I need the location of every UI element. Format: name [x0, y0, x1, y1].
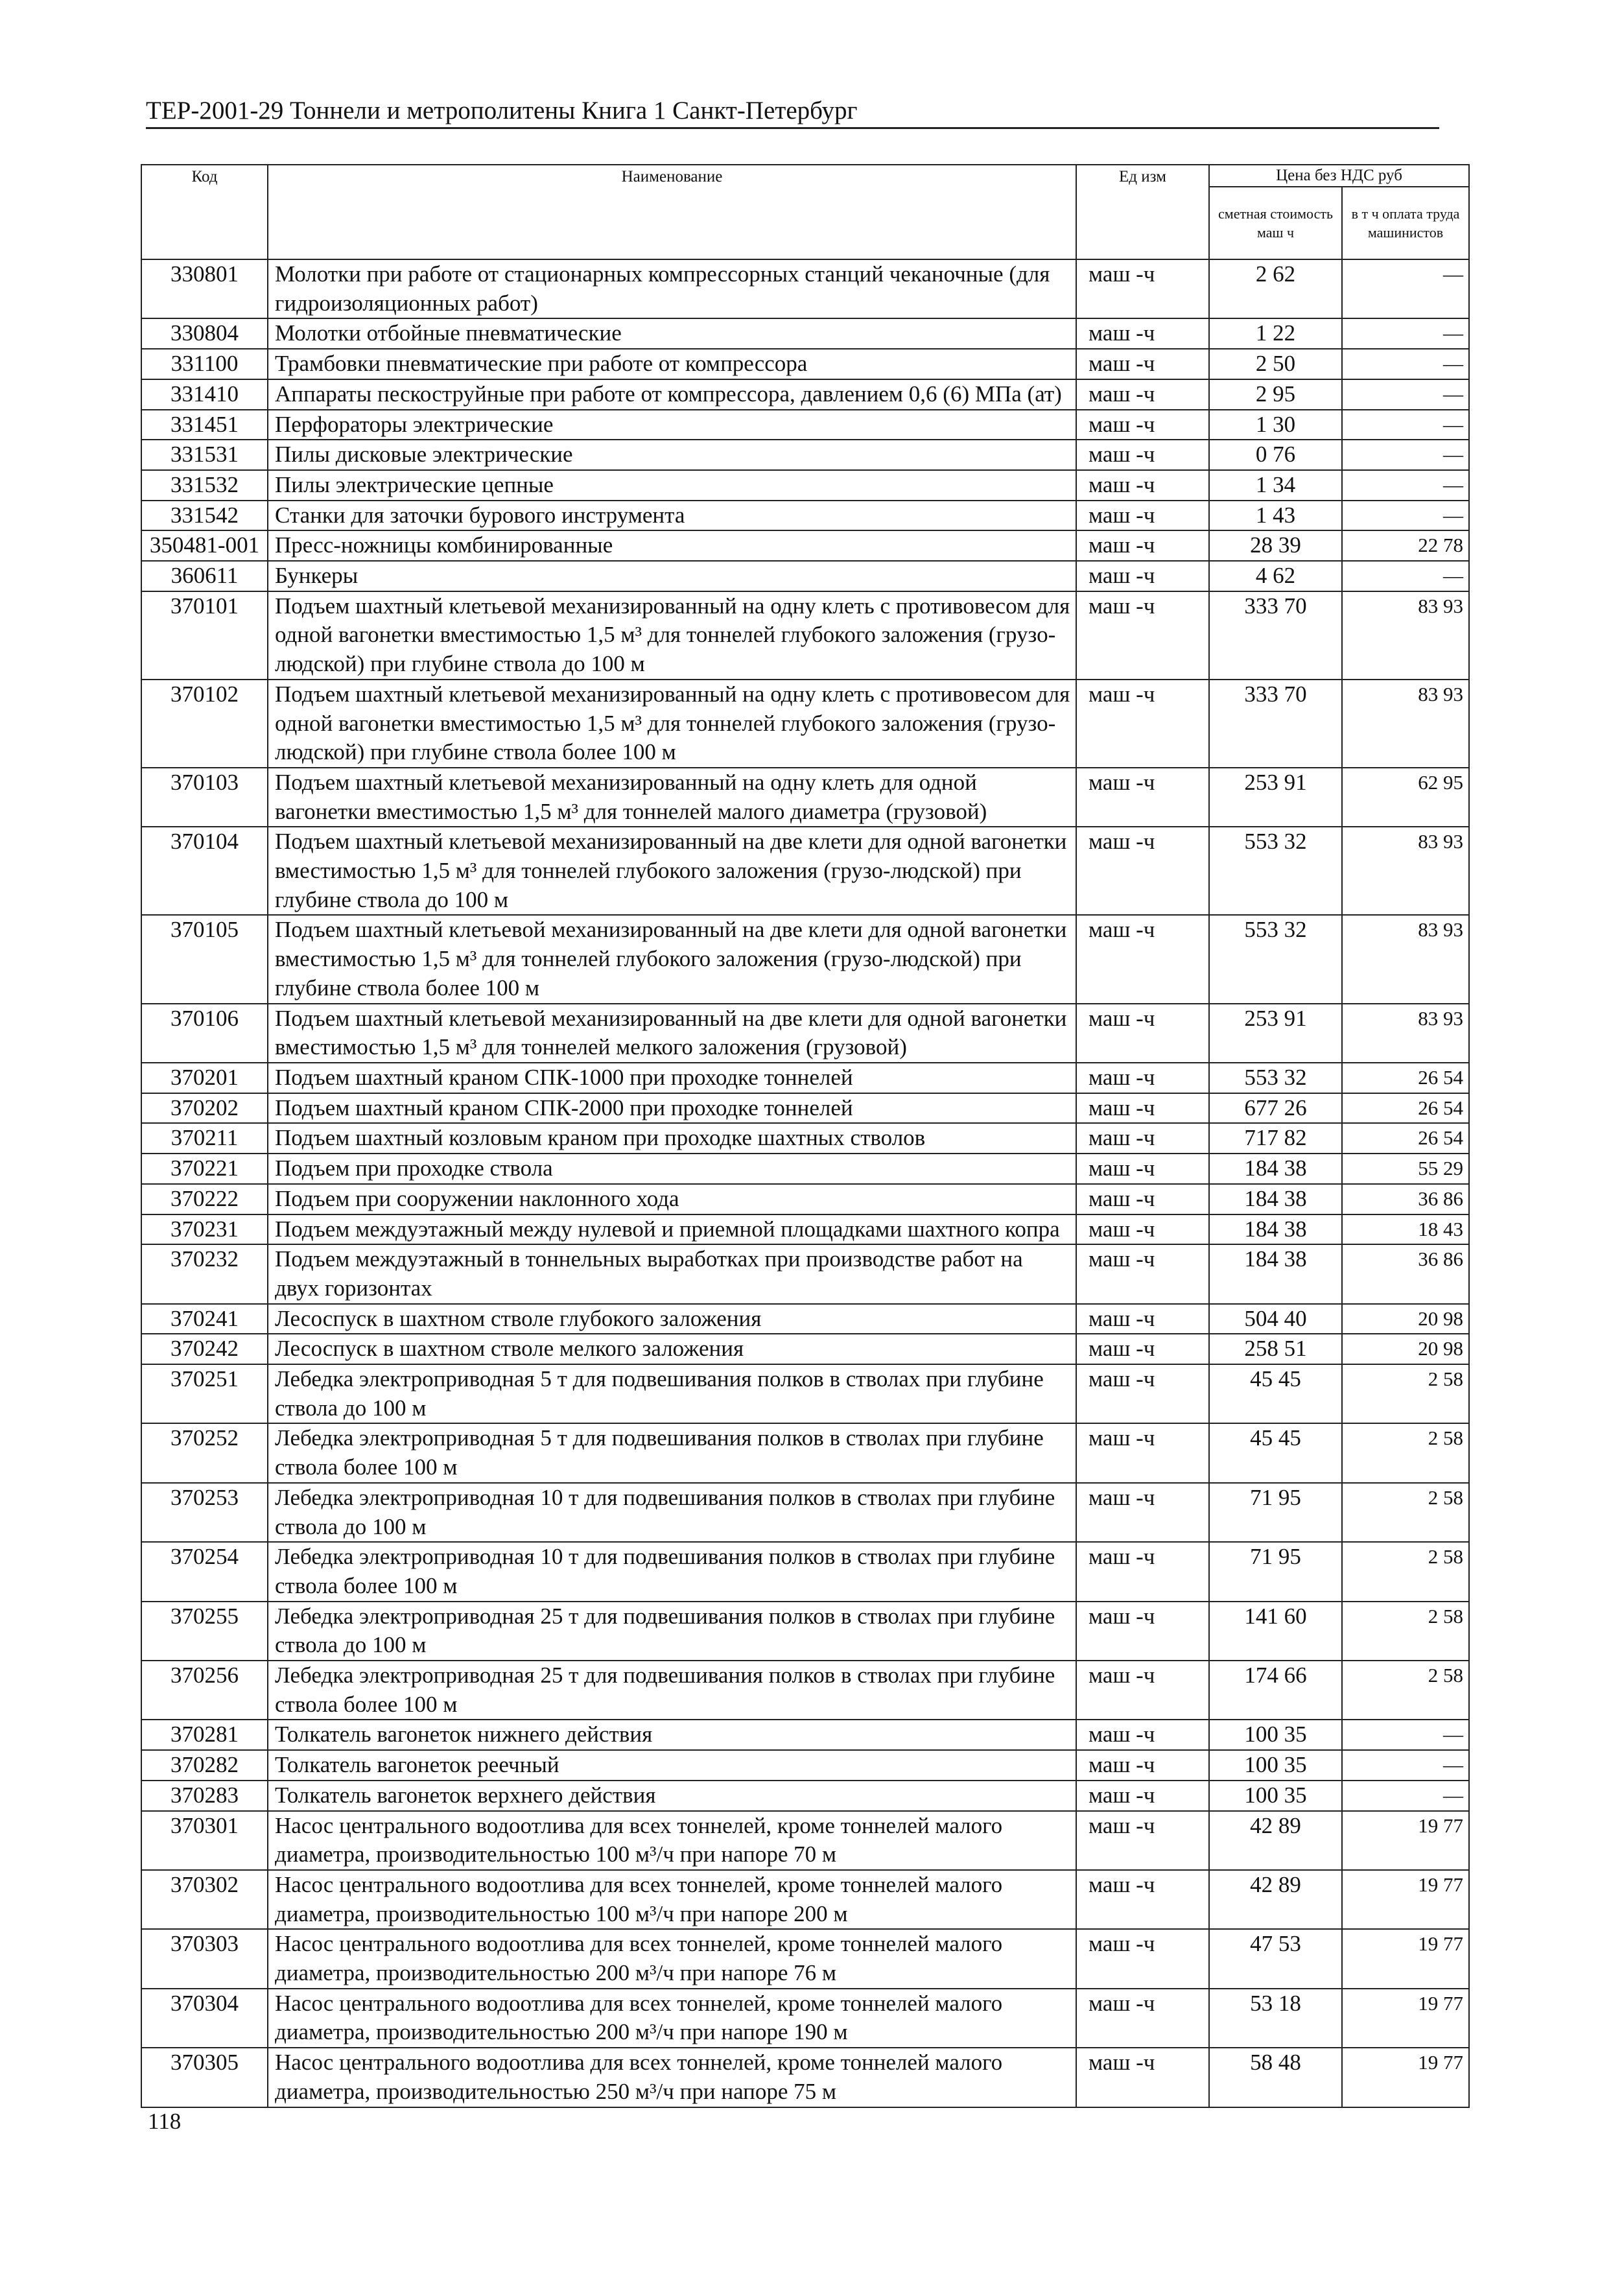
table-row — [141, 827, 1469, 915]
cell-cost: 47 53 — [1209, 1929, 1342, 1988]
cell-wage: 22 78 — [1342, 530, 1469, 561]
cell-wage: 26 54 — [1342, 1123, 1469, 1154]
cell-unit: маш -ч — [1076, 379, 1209, 410]
cell-code: 331532 — [141, 470, 268, 501]
cell-unit: маш -ч — [1076, 1154, 1209, 1184]
table-row — [141, 501, 1469, 531]
cell-name: Подъем шахтный краном СПК-1000 при проходке тоннелей — [268, 1063, 1076, 1093]
cell-wage: — — [1342, 379, 1469, 410]
cell-name: Насос центрального водоотлива для всех тоннелей, кроме тоннелей малого диаметра, производительностью 200 м³/ч при напоре 190 м — [268, 1989, 1076, 2048]
cell-wage: 18 43 — [1342, 1214, 1469, 1245]
cell-name: Пилы электрические цепные — [268, 470, 1076, 501]
cell-unit: маш -ч — [1076, 1184, 1209, 1214]
table-row — [141, 410, 1469, 440]
cell-wage: 83 93 — [1342, 591, 1469, 680]
cell-code: 331531 — [141, 440, 268, 470]
cell-name: Лебедка электроприводная 5 т для подвешивания полков в стволах при глубине ствола более 100 м — [268, 1423, 1076, 1482]
cell-unit: маш -ч — [1076, 1093, 1209, 1124]
cell-wage: 55 29 — [1342, 1154, 1469, 1184]
cell-cost: 42 89 — [1209, 1811, 1342, 1870]
cell-cost: 71 95 — [1209, 1542, 1342, 1601]
cell-wage: 83 93 — [1342, 680, 1469, 768]
cell-wage: — — [1342, 440, 1469, 470]
cell-unit: маш -ч — [1076, 1661, 1209, 1720]
cell-name: Насос центрального водоотлива для всех тоннелей, кроме тоннелей малого диаметра, производительностью 200 м³/ч при напоре 76 м — [268, 1929, 1076, 1988]
table-row — [141, 1154, 1469, 1184]
cell-code: 331100 — [141, 349, 268, 379]
cell-name: Лебедка электроприводная 25 т для подвешивания полков в стволах при глубине ствола более 100 м — [268, 1661, 1076, 1720]
cell-wage: 83 93 — [1342, 915, 1469, 1003]
table-row — [141, 1304, 1469, 1334]
cell-cost: 1 43 — [1209, 501, 1342, 531]
table-row — [141, 379, 1469, 410]
cell-code: 370256 — [141, 1661, 268, 1720]
cell-unit: маш -ч — [1076, 1214, 1209, 1245]
table-row — [141, 561, 1469, 591]
table-row — [141, 1602, 1469, 1661]
cell-cost: 141 60 — [1209, 1602, 1342, 1661]
cell-name: Толкатель вагонеток верхнего действия — [268, 1781, 1076, 1811]
cell-code: 370251 — [141, 1364, 268, 1423]
header-name: Наименование — [268, 165, 1076, 259]
cell-cost: 553 32 — [1209, 915, 1342, 1003]
cell-code: 370255 — [141, 1602, 268, 1661]
cell-code: 370222 — [141, 1184, 268, 1214]
cell-code: 370301 — [141, 1811, 268, 1870]
cell-cost: 1 34 — [1209, 470, 1342, 501]
cell-unit: маш -ч — [1076, 1989, 1209, 2048]
cell-wage: — — [1342, 410, 1469, 440]
header-code: Код — [141, 165, 268, 259]
cell-cost: 184 38 — [1209, 1214, 1342, 1245]
cell-name: Молотки отбойные пневматические — [268, 318, 1076, 349]
cell-wage: 26 54 — [1342, 1093, 1469, 1124]
table-row — [141, 1123, 1469, 1154]
cell-code: 370232 — [141, 1244, 268, 1303]
cell-wage: 62 95 — [1342, 768, 1469, 827]
page-number: 118 — [148, 2109, 182, 2134]
cell-name: Лебедка электроприводная 5 т для подвешивания полков в стволах при глубине ствола до 100 м — [268, 1364, 1076, 1423]
cell-cost: 42 89 — [1209, 1870, 1342, 1929]
cell-cost: 717 82 — [1209, 1123, 1342, 1154]
cell-unit: маш -ч — [1076, 470, 1209, 501]
cell-name: Подъем шахтный краном СПК-2000 при проходке тоннелей — [268, 1093, 1076, 1124]
cell-unit: маш -ч — [1076, 827, 1209, 915]
cell-wage: — — [1342, 349, 1469, 379]
cell-wage: 2 58 — [1342, 1423, 1469, 1482]
cell-code: 331451 — [141, 410, 268, 440]
cell-code: 360611 — [141, 561, 268, 591]
cell-cost: 677 26 — [1209, 1093, 1342, 1124]
cell-name: Пресс-ножницы комбинированные — [268, 530, 1076, 561]
cell-name: Лебедка электроприводная 10 т для подвешивания полков в стволах при глубине ствола более 100 м — [268, 1542, 1076, 1601]
cell-name: Бункеры — [268, 561, 1076, 591]
table-row — [141, 1334, 1469, 1364]
cell-name: Подъем шахтный козловым краном при проходке шахтных стволов — [268, 1123, 1076, 1154]
table-row — [141, 1364, 1469, 1423]
cell-wage: 2 58 — [1342, 1483, 1469, 1542]
table-row — [141, 1661, 1469, 1720]
cell-unit: маш -ч — [1076, 1004, 1209, 1063]
cell-wage: — — [1342, 561, 1469, 591]
cell-code: 370231 — [141, 1214, 268, 1245]
table-row — [141, 1184, 1469, 1214]
cell-cost: 53 18 — [1209, 1989, 1342, 2048]
cell-name: Подъем шахтный клетьевой механизированный на одну клеть с противовесом для одной вагонетки вместимостью 1,5 м³ для тоннелей глубокого заложения (грузо-людской) при глубине ствола более 100 м — [268, 680, 1076, 768]
cell-code: 330804 — [141, 318, 268, 349]
table-row — [141, 1093, 1469, 1124]
cell-name: Молотки при работе от стационарных компрессорных станций чеканочные (для гидроизоляционных работ) — [268, 259, 1076, 318]
cell-code: 370305 — [141, 2048, 268, 2107]
cell-cost: 184 38 — [1209, 1244, 1342, 1303]
cell-code: 350481-001 — [141, 530, 268, 561]
table-row — [141, 591, 1469, 680]
cell-code: 370104 — [141, 827, 268, 915]
cell-unit: маш -ч — [1076, 680, 1209, 768]
cell-name: Лесоспуск в шахтном стволе мелкого заложения — [268, 1334, 1076, 1364]
cell-wage: — — [1342, 1720, 1469, 1750]
cell-name: Лесоспуск в шахтном стволе глубокого заложения — [268, 1304, 1076, 1334]
table-row — [141, 1542, 1469, 1601]
cell-cost: 553 32 — [1209, 1063, 1342, 1093]
cell-code: 370221 — [141, 1154, 268, 1184]
cell-name: Лебедка электроприводная 25 т для подвешивания полков в стволах при глубине ствола до 100 м — [268, 1602, 1076, 1661]
cell-wage: 19 77 — [1342, 1811, 1469, 1870]
table-row — [141, 1811, 1469, 1870]
table-row — [141, 1870, 1469, 1929]
cell-unit: маш -ч — [1076, 1720, 1209, 1750]
cell-cost: 504 40 — [1209, 1304, 1342, 1334]
table-row — [141, 1750, 1469, 1781]
cell-name: Насос центрального водоотлива для всех тоннелей, кроме тоннелей малого диаметра, производительностью 100 м³/ч при напоре 200 м — [268, 1870, 1076, 1929]
table-row — [141, 1063, 1469, 1093]
table-row — [141, 680, 1469, 768]
cell-name: Подъем междуэтажный в тоннельных выработках при производстве работ на двух горизонтах — [268, 1244, 1076, 1303]
cell-cost: 4 62 — [1209, 561, 1342, 591]
cell-unit: маш -ч — [1076, 318, 1209, 349]
table-row — [141, 1244, 1469, 1303]
cell-unit: маш -ч — [1076, 1063, 1209, 1093]
table-row — [141, 530, 1469, 561]
cell-unit: маш -ч — [1076, 2048, 1209, 2107]
table-row — [141, 1781, 1469, 1811]
cell-unit: маш -ч — [1076, 1304, 1209, 1334]
table-row — [141, 470, 1469, 501]
cell-code: 331542 — [141, 501, 268, 531]
cell-name: Подъем шахтный клетьевой механизированный на две клети для одной вагонетки вместимостью 1,5 м³ для тоннелей глубокого заложения (грузо-людской) при глубине ствола более 100 м — [268, 915, 1076, 1003]
cell-code: 370102 — [141, 680, 268, 768]
cell-name: Подъем междуэтажный между нулевой и приемной площадками шахтного копра — [268, 1214, 1076, 1245]
cell-unit: маш -ч — [1076, 501, 1209, 531]
table-row — [141, 349, 1469, 379]
cell-unit: маш -ч — [1076, 1750, 1209, 1781]
cell-code: 370281 — [141, 1720, 268, 1750]
cell-name: Подъем шахтный клетьевой механизированный на одну клеть для одной вагонетки вместимостью 1,5 м³ для тоннелей малого диаметра (грузовой) — [268, 768, 1076, 827]
table-row — [141, 768, 1469, 827]
table-row — [141, 915, 1469, 1003]
price-table — [141, 164, 1470, 2108]
cell-unit: маш -ч — [1076, 1781, 1209, 1811]
cell-wage: 83 93 — [1342, 1004, 1469, 1063]
cell-unit: маш -ч — [1076, 1542, 1209, 1601]
cell-name: Станки для заточки бурового инструмента — [268, 501, 1076, 531]
cell-unit: маш -ч — [1076, 410, 1209, 440]
cell-wage: 2 58 — [1342, 1661, 1469, 1720]
cell-wage: 2 58 — [1342, 1364, 1469, 1423]
cell-code: 370282 — [141, 1750, 268, 1781]
cell-wage: — — [1342, 318, 1469, 349]
cell-unit: маш -ч — [1076, 530, 1209, 561]
cell-unit: маш -ч — [1076, 1602, 1209, 1661]
cell-cost: 2 95 — [1209, 379, 1342, 410]
cell-code: 370105 — [141, 915, 268, 1003]
cell-unit: маш -ч — [1076, 1870, 1209, 1929]
cell-cost: 71 95 — [1209, 1483, 1342, 1542]
cell-cost: 28 39 — [1209, 530, 1342, 561]
cell-wage: 36 86 — [1342, 1244, 1469, 1303]
cell-cost: 45 45 — [1209, 1423, 1342, 1482]
cell-unit: маш -ч — [1076, 259, 1209, 318]
cell-cost: 1 30 — [1209, 410, 1342, 440]
cell-code: 370302 — [141, 1870, 268, 1929]
table-row — [141, 440, 1469, 470]
cell-cost: 2 62 — [1209, 259, 1342, 318]
header-price: Цена без НДС руб — [1209, 165, 1469, 187]
cell-cost: 0 76 — [1209, 440, 1342, 470]
cell-code: 370252 — [141, 1423, 268, 1482]
cell-cost: 553 32 — [1209, 827, 1342, 915]
cell-wage: 19 77 — [1342, 1929, 1469, 1988]
cell-cost: 1 22 — [1209, 318, 1342, 349]
table-row — [141, 318, 1469, 349]
header-cost: сметная стоимость маш ч — [1209, 187, 1342, 259]
cell-code: 370201 — [141, 1063, 268, 1093]
cell-name: Подъем при проходке ствола — [268, 1154, 1076, 1184]
cell-name: Насос центрального водоотлива для всех тоннелей, кроме тоннелей малого диаметра, производительностью 250 м³/ч при напоре 75 м — [268, 2048, 1076, 2107]
cell-wage: 19 77 — [1342, 1870, 1469, 1929]
cell-unit: маш -ч — [1076, 1364, 1209, 1423]
cell-cost: 174 66 — [1209, 1661, 1342, 1720]
header-wage: в т ч оплата труда машинистов — [1342, 187, 1469, 259]
cell-cost: 253 91 — [1209, 1004, 1342, 1063]
cell-code: 370106 — [141, 1004, 268, 1063]
cell-cost: 184 38 — [1209, 1154, 1342, 1184]
cell-code: 370242 — [141, 1334, 268, 1364]
cell-unit: маш -ч — [1076, 1423, 1209, 1482]
cell-name: Пилы дисковые электрические — [268, 440, 1076, 470]
cell-cost: 258 51 — [1209, 1334, 1342, 1364]
cell-unit: маш -ч — [1076, 1123, 1209, 1154]
cell-code: 370211 — [141, 1123, 268, 1154]
cell-code: 370202 — [141, 1093, 268, 1124]
table-row — [141, 1423, 1469, 1482]
cell-cost: 100 35 — [1209, 1750, 1342, 1781]
cell-cost: 45 45 — [1209, 1364, 1342, 1423]
cell-wage: — — [1342, 470, 1469, 501]
cell-name: Аппараты пескоструйные при работе от компрессора, давлением 0,6 (6) МПа (ат) — [268, 379, 1076, 410]
cell-cost: 333 70 — [1209, 680, 1342, 768]
cell-code: 331410 — [141, 379, 268, 410]
cell-cost: 100 35 — [1209, 1720, 1342, 1750]
cell-unit: маш -ч — [1076, 1334, 1209, 1364]
cell-code: 330801 — [141, 259, 268, 318]
table-row — [141, 1004, 1469, 1063]
cell-wage: 19 77 — [1342, 1989, 1469, 2048]
cell-unit: маш -ч — [1076, 440, 1209, 470]
cell-unit: маш -ч — [1076, 561, 1209, 591]
cell-wage: 2 58 — [1342, 1602, 1469, 1661]
cell-code: 370101 — [141, 591, 268, 680]
page-header: ТЕР-2001-29 Тоннели и метрополитены Книга 1 Санкт-Петербург — [146, 96, 1439, 129]
cell-name: Подъем шахтный клетьевой механизированный на две клети для одной вагонетки вместимостью 1,5 м³ для тоннелей глубокого заложения (грузо-людской) при глубине ствола до 100 м — [268, 827, 1076, 915]
table-row — [141, 1720, 1469, 1750]
cell-name: Подъем при сооружении наклонного хода — [268, 1184, 1076, 1214]
cell-unit: маш -ч — [1076, 915, 1209, 1003]
table-row — [141, 1214, 1469, 1245]
cell-name: Подъем шахтный клетьевой механизированный на две клети для одной вагонетки вместимостью 1,5 м³ для тоннелей мелкого заложения (грузовой) — [268, 1004, 1076, 1063]
cell-wage: 83 93 — [1342, 827, 1469, 915]
cell-wage: — — [1342, 259, 1469, 318]
cell-code: 370303 — [141, 1929, 268, 1988]
cell-cost: 2 50 — [1209, 349, 1342, 379]
cell-code: 370283 — [141, 1781, 268, 1811]
cell-name: Лебедка электроприводная 10 т для подвешивания полков в стволах при глубине ствола до 100 м — [268, 1483, 1076, 1542]
cell-name: Перфораторы электрические — [268, 410, 1076, 440]
cell-wage: 20 98 — [1342, 1304, 1469, 1334]
table-row — [141, 1483, 1469, 1542]
cell-unit: маш -ч — [1076, 591, 1209, 680]
cell-name: Подъем шахтный клетьевой механизированный на одну клеть с противовесом для одной вагонетки вместимостью 1,5 м³ для тоннелей глубокого заложения (грузо-людской) при глубине ствола до 100 м — [268, 591, 1076, 680]
cell-name: Насос центрального водоотлива для всех тоннелей, кроме тоннелей малого диаметра, производительностью 100 м³/ч при напоре 70 м — [268, 1811, 1076, 1870]
cell-wage: 26 54 — [1342, 1063, 1469, 1093]
cell-wage: — — [1342, 501, 1469, 531]
cell-unit: маш -ч — [1076, 1929, 1209, 1988]
table-body — [141, 259, 1469, 2107]
cell-wage: — — [1342, 1750, 1469, 1781]
cell-cost: 100 35 — [1209, 1781, 1342, 1811]
cell-unit: маш -ч — [1076, 1811, 1209, 1870]
cell-wage: 20 98 — [1342, 1334, 1469, 1364]
cell-code: 370304 — [141, 1989, 268, 2048]
cell-name: Толкатель вагонеток нижнего действия — [268, 1720, 1076, 1750]
table-row — [141, 2048, 1469, 2107]
cell-cost: 253 91 — [1209, 768, 1342, 827]
cell-wage: — — [1342, 1781, 1469, 1811]
cell-unit: маш -ч — [1076, 1244, 1209, 1303]
table-row — [141, 1929, 1469, 1988]
cell-code: 370241 — [141, 1304, 268, 1334]
cell-code: 370254 — [141, 1542, 268, 1601]
cell-cost: 184 38 — [1209, 1184, 1342, 1214]
cell-wage: 36 86 — [1342, 1184, 1469, 1214]
cell-cost: 58 48 — [1209, 2048, 1342, 2107]
header-unit: Ед изм — [1076, 165, 1209, 259]
cell-unit: маш -ч — [1076, 1483, 1209, 1542]
table-row — [141, 1989, 1469, 2048]
cell-name: Трамбовки пневматические при работе от компрессора — [268, 349, 1076, 379]
cell-unit: маш -ч — [1076, 349, 1209, 379]
cell-code: 370103 — [141, 768, 268, 827]
cell-unit: маш -ч — [1076, 768, 1209, 827]
table-row — [141, 259, 1469, 318]
cell-code: 370253 — [141, 1483, 268, 1542]
cell-wage: 19 77 — [1342, 2048, 1469, 2107]
cell-wage: 2 58 — [1342, 1542, 1469, 1601]
cell-name: Толкатель вагонеток реечный — [268, 1750, 1076, 1781]
cell-cost: 333 70 — [1209, 591, 1342, 680]
